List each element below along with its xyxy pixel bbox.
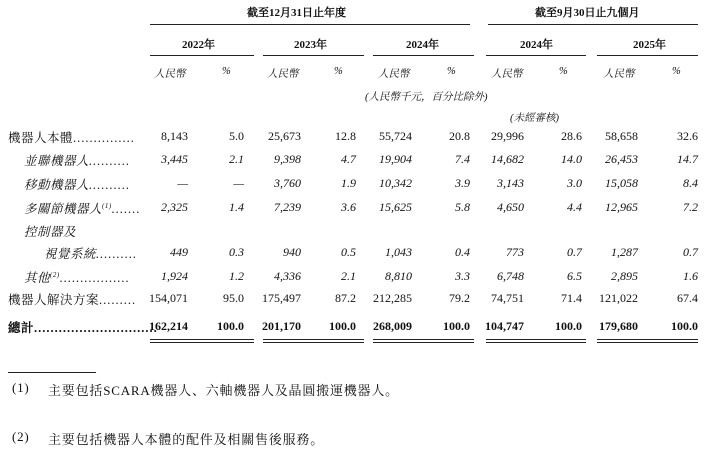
percent-cell: 3.6 (341, 200, 356, 214)
percent-cell: 5.8 (455, 200, 470, 214)
period-rule-2023 (263, 55, 364, 56)
leader-dots: .............................. (34, 321, 158, 335)
period-header-2024-9m: 2024年 (520, 39, 553, 51)
amount-cell: 15,058 (605, 176, 638, 190)
leader-dots: ....... (111, 202, 141, 216)
amount-cell: 74,751 (491, 291, 524, 305)
percent-cell: 14.7 (677, 152, 698, 166)
amount-cell: 3,143 (497, 176, 524, 190)
total-double-rule-2025-9m (597, 339, 698, 343)
amount-cell: 14,682 (491, 152, 524, 166)
percent-cell: 28.6 (561, 129, 582, 143)
row-label (24, 199, 141, 217)
percent-cell: 0.3 (229, 245, 244, 259)
percent-cell: 0.7 (567, 245, 582, 259)
period-header-2022: 2022年 (182, 39, 215, 51)
amount-cell: 1,287 (611, 245, 638, 259)
footnote-ref: (1) (102, 201, 112, 210)
percent-cell: 32.6 (677, 129, 698, 143)
amount-cell: 6,748 (497, 269, 524, 283)
leader-dots: .......... (89, 154, 131, 168)
footnote-text: 主要包括SCARA機器人、六軸機器人及晶圓搬運機器人。 (48, 383, 399, 398)
percent-cell: 87.2 (335, 291, 356, 305)
row-label-text: 控制器及 (24, 225, 77, 239)
percent-cell: — (233, 176, 244, 190)
amount-cell: 175,497 (262, 291, 301, 305)
period-rule-2024 (373, 55, 474, 56)
amount-cell: 25,673 (268, 129, 301, 143)
percent-cell: 3.0 (567, 176, 582, 190)
amount-cell: 29,996 (491, 129, 524, 143)
amount-cell: 940 (283, 245, 301, 259)
percent-cell: 79.2 (449, 291, 470, 305)
pct-label: % (447, 66, 456, 77)
amount-cell: 104,747 (485, 319, 524, 333)
group-rule-fiscal-year (150, 24, 470, 25)
amount-cell: 162,214 (149, 319, 188, 333)
amount-cell: 19,904 (379, 152, 412, 166)
amount-cell: 268,009 (373, 319, 412, 333)
percent-cell: 12.8 (335, 129, 356, 143)
amount-cell: 201,170 (262, 319, 301, 333)
amount-cell: 7,239 (274, 200, 301, 214)
row-label-text: 機器人解決方案 (8, 293, 100, 307)
row-label (24, 222, 76, 240)
row-label (8, 290, 136, 308)
row-label-text: 總計 (8, 321, 35, 335)
total-double-rule-2024 (373, 339, 474, 343)
amount-cell: 1,924 (161, 269, 188, 283)
percent-cell: 0.4 (455, 245, 470, 259)
leader-dots: .......... (96, 247, 138, 261)
amount-cell: 9,398 (274, 152, 301, 166)
percent-cell: 67.4 (677, 291, 698, 305)
percent-cell: 14.0 (561, 152, 582, 166)
percent-cell: 7.2 (683, 200, 698, 214)
percent-cell: 100.0 (443, 319, 470, 333)
amount-cell: 2,895 (611, 269, 638, 283)
period-header-2024: 2024年 (406, 39, 439, 51)
amount-cell: 1,043 (385, 245, 412, 259)
total-double-rule-2024-9m (486, 339, 586, 343)
percent-cell: 7.4 (455, 152, 470, 166)
amount-cell: 4,650 (497, 200, 524, 214)
pct-label: % (672, 66, 681, 77)
footnote-marker: (1) (12, 380, 30, 395)
pct-label: % (559, 66, 568, 77)
group-header-nine-months: 截至9月30日止九個月 (535, 7, 640, 19)
row-label (24, 175, 130, 193)
percent-cell: 2.1 (229, 152, 244, 166)
percent-cell: 1.2 (229, 269, 244, 283)
percent-cell: 100.0 (671, 319, 698, 333)
amount-cell: 10,342 (379, 176, 412, 190)
pct-label: % (222, 66, 231, 77)
period-rule-2025-9m (597, 55, 698, 56)
period-header-2025-9m: 2025年 (633, 39, 666, 51)
percent-cell: 3.3 (455, 269, 470, 283)
footnote-separator (8, 372, 96, 373)
period-rule-2024-9m (486, 55, 586, 56)
percent-cell: 71.4 (561, 291, 582, 305)
amount-cell: 2,325 (161, 200, 188, 214)
footnote-ref: (2) (50, 270, 60, 279)
total-double-rule-2023 (263, 339, 364, 343)
leader-dots: .......... (89, 178, 131, 192)
leader-dots: ................. (59, 271, 130, 285)
percent-cell: 6.5 (567, 269, 582, 283)
currency-label: 人民幣 (267, 69, 299, 80)
percent-cell: 4.7 (341, 152, 356, 166)
amount-cell: 154,071 (149, 291, 188, 305)
amount-cell: 4,336 (274, 269, 301, 283)
amount-cell: 15,625 (379, 200, 412, 214)
amount-cell: 55,724 (379, 129, 412, 143)
row-label-text: 視覺系統 (44, 247, 97, 261)
amount-cell: 26,453 (605, 152, 638, 166)
amount-cell: 773 (506, 245, 524, 259)
row-label-text: 其他 (24, 271, 51, 285)
percent-cell: 8.4 (683, 176, 698, 190)
percent-cell: 5.0 (229, 129, 244, 143)
amount-cell: 12,965 (605, 200, 638, 214)
percent-cell: 1.4 (229, 200, 244, 214)
percent-cell: 20.8 (449, 129, 470, 143)
percent-cell: 100.0 (217, 319, 244, 333)
amount-cell: 8,143 (161, 129, 188, 143)
amount-cell: 58,658 (605, 129, 638, 143)
pct-label: % (334, 66, 343, 77)
row-label-text: 機器人本體 (8, 131, 74, 145)
row-label (44, 244, 137, 262)
amount-cell: 3,760 (274, 176, 301, 190)
unaudited-note: (未經審核) (510, 113, 559, 124)
period-header-2023: 2023年 (294, 39, 327, 51)
units-note: (人民幣千元，百分比除外) (365, 92, 488, 103)
percent-cell: 1.6 (683, 269, 698, 283)
percent-cell: 100.0 (329, 319, 356, 333)
amount-cell: — (177, 176, 188, 190)
footnote-marker: (2) (12, 429, 30, 444)
amount-cell: 121,022 (599, 291, 638, 305)
footnote-text: 主要包括機器人本體的配件及相關售後服務。 (48, 432, 325, 447)
row-label-text: 多關節機器人 (24, 202, 103, 216)
percent-cell: 0.5 (341, 245, 356, 259)
row-label (24, 151, 130, 169)
row-label-text: 並聯機器人 (24, 154, 90, 168)
percent-cell: 2.1 (341, 269, 356, 283)
group-rule-nine-months (488, 24, 698, 25)
percent-cell: 100.0 (555, 319, 582, 333)
amount-cell: 8,810 (385, 269, 412, 283)
percent-cell: 4.4 (567, 200, 582, 214)
percent-cell: 0.7 (683, 245, 698, 259)
period-rule-2022 (150, 55, 254, 56)
amount-cell: 212,285 (373, 291, 412, 305)
currency-label: 人民幣 (154, 69, 186, 80)
total-double-rule-2022 (150, 339, 254, 343)
leader-dots: ............... (73, 131, 135, 145)
percent-cell: 95.0 (223, 291, 244, 305)
percent-cell: 1.9 (341, 176, 356, 190)
currency-label: 人民幣 (603, 69, 635, 80)
amount-cell: 3,445 (161, 152, 188, 166)
group-header-fiscal-year: 截至12月31日止年度 (247, 7, 346, 19)
amount-cell: 179,680 (599, 319, 638, 333)
amount-cell: 449 (170, 245, 188, 259)
row-label (24, 268, 130, 286)
percent-cell: 3.9 (455, 176, 470, 190)
row-label-text: 移動機器人 (24, 178, 90, 192)
leader-dots: ......... (99, 293, 137, 307)
currency-label: 人民幣 (378, 69, 410, 80)
currency-label: 人民幣 (491, 69, 523, 80)
row-label (8, 128, 135, 146)
